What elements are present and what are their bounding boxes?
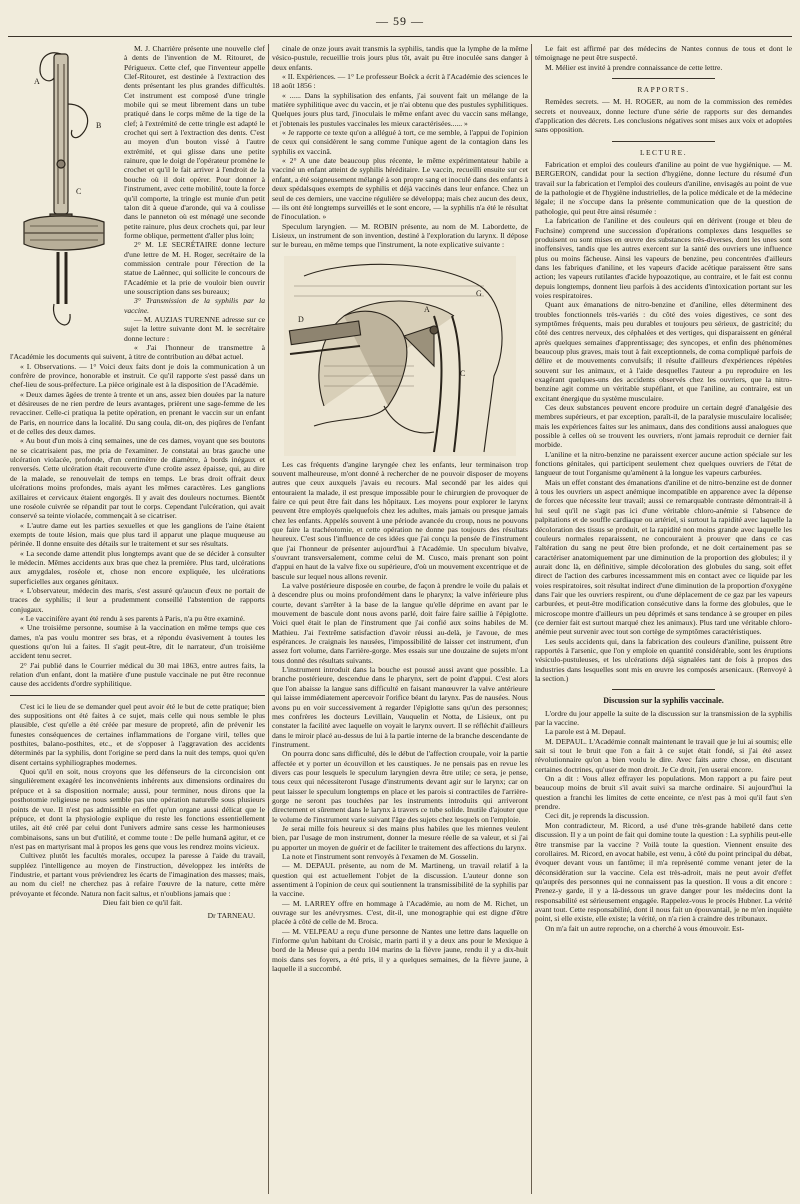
- paragraph: « Au bout d'un mois à cinq semaines, une de ces dames, voyant que ses boutons ne se cicatrisaient pas, me pria de l'examiner. Je constatai au bras gauche une ulcération violacée, profonde, d'un centimètre de diamètre, à bords inégaux et renversés. Cette ulcération était recouverte d'une croûte assez épaisse, qui, au dire de la malade, se renouvelait de temps en temps. Le bras droit offrait deux ulcérations moins profondes, mais ayant les mêmes caractères. Les ganglions axillaires et cervicaux étaient engorgés. Il y avait des douleurs nocturnes. Bientôt une roséole cuivrée se répandit par tout le corps. Cependant l'ulcération, qui avait conservé sa teinte violacée, commençait à se cicatriser.: [10, 436, 265, 521]
- paragraph-italic: 3° Transmission de la syphilis par la vaccine.: [124, 296, 265, 315]
- paragraph: « La seconde dame attendit plus longtemps avant que de se décider à consulter le médecin. Mêmes accidents aux bras que chez la première. Plus tard, ulcérations aux amygdales, roséole et, chose non encore expliquée, les ulcérations superficielles aux organes génitaux.: [10, 548, 265, 586]
- paragraph: « 2° A une date beaucoup plus récente, le même expérimentateur habile a vacciné un enfant atteint de syphilis héréditaire. Le vaccin, recueilli ensuite sur cet enfant, a été soigneusement mélangé à son propre sang et inoculé dans des enfants à deux spédalsques exempts de syphilis et déjà vaccinés dans leur enfance. Chez un seul de ces derniers, une vaccine régulière se développa; mais chez aucun des deux, — ils ont été longtemps surveillés et le sont encore, — la syphilis n'a été le résultat de l'inoculation. »: [272, 156, 528, 222]
- paragraph: « ...... Dans la syphilisation des enfants, j'ai souvent fait un mélange de la matière syphilitique avec du vaccin, et je n'ai obtenu que des pustules syphilitiques. Quelques jours plus tard, j'inoculais le même enfant avec du vaccin sans mélange, et j'obtenais les pustules vaccinales les mieux caractérisées...... »: [272, 90, 528, 128]
- paragraph: « Je rapporte ce texte qu'on a allégué à tort, ce me semble, à l'appui de l'opinion de ceux qui considèrent le sang comme l'unique agent de la contagion dans les syphilis ex vaccinâ.: [272, 128, 528, 156]
- top-rule: [8, 36, 792, 37]
- paragraph: Remèdes secrets. — M. H. ROGER, au nom de la commission des remèdes secrets et nouveaux, donne lecture d'une série de rapports sur des demandes d'application des décrets. Les conclusions négatives sont mises aux voix et adoptées sans opposition.: [535, 97, 792, 135]
- dental-key-illustration: [10, 44, 118, 344]
- section-rule: [612, 689, 715, 690]
- paragraph: — M. AUZIAS TURENNE adresse sur ce sujet la lettre suivante dont M. le secrétaire donne lecture :: [124, 314, 265, 343]
- paragraph: La parole est à M. Depaul.: [545, 727, 626, 737]
- paragraph: C'est ici le lieu de se demander quel peut avoir été le but de cette pratique; bien des suppositions ont été faites à ce sujet, mais celle qui nous semble le plus plausible, c'est qu'elle a été créée par mesure de propreté, afin de prévenir les funestes conséquences de certaines inflammations de l'organe viril, telles que posthites, balano-posthites, etc., et de s'opposer à l'aggravation des accidents déterminés par la syphilis, dont l'origine se perd dans la nuit des temps, quoi qu'en disent certains syphiliographes modernes.: [10, 701, 265, 767]
- page-number: — 59 —: [376, 14, 424, 28]
- paragraph: « Une troisième personne, soumise à la vaccination en même temps que ces dames, n'a pas voulu montrer ses bras, et a répondu évasivement à toutes les questions qu'on lui a faites. Il s'agit peut-être, dit le narrateur, d'un troisième accident tenu secret.: [10, 623, 265, 661]
- paragraph: Ceci dit, je reprends la discussion.: [545, 811, 649, 821]
- section-rule: [612, 141, 715, 142]
- paragraph: Quoi qu'il en soit, nous croyons que les défenseurs de la circoncision ont singulièrement exagéré les inconvénients inhérents aux dimensions ordinaires du prépuce et à sa disposition normale; aussi, pour terminer, nous dirons que la posthotomie religieuse ne nous semble pas une opération naturelle sous plusieurs points de vue. Il n'est pas admissible en effet qu'un organe aussi délicat que le prépuce, et dont la physiologie explique du reste les fonctions essentiellement utiles, ait été créé par celui dont l'univers admire sans cesse les harmonieuses combinaisons, sans un but d'utilité, et comme toute : De pelle humanâ agitur, et ce n'est pas en martyrisant mal à propos les gens que vous les rendrez moins vicieux.: [10, 767, 265, 851]
- paragraph: Quant aux émanations de nitro-benzine et d'aniline, elles déterminent des troubles fonctionnels très-variés : du côté des voies digestives, ce sont des symptômes fréquents, mais peu durables et toujours peu sérieux, de gastricité; du côté des centres nerveux, des céphalées et des vertiges, qui disparaissent en général après quelques semaines d'apprentissage; des syncopes, et enfin des phénomènes beaucoup plus graves, mais tout à fait exceptionnels, de coma compliqué parfois de délire et de mouvements convulsifs; il résulte d'ailleurs d'expériences répétées souvent sur les animaux, et à l'aide desquelles l'auteur a pu reproduire en les exagérant quelques-uns des accidents observés chez les ouvriers, que la nitro-benzine agit comme un véritable stupéfiant, et que l'aniline, au contraire, est un excitant énergique du système musculaire.: [535, 300, 792, 403]
- svg-text:B: B: [96, 121, 102, 130]
- paragraph: On a dit : Vous allez effrayer les populations. Mon rapport a pu faire peut beaucoup moins de bruit s'il avait suivi sa marche ordinaire. Si aujourd'hui la question a franchi les limites de cette enceinte, ce n'est pas à moi qu'il faut s'en prendre.: [535, 774, 792, 812]
- paragraph: M. J. Charrière présente une nouvelle clef à dents de l'invention de M. Ritouret, de Périgueux. Cette clef, que l'inventeur appelle Clef-Ritouret, est destinée à l'extraction des dents présentant les plus grandes difficultés. Cet instrument est composé d'une tringle mobile qui se meut librement dans un tube pratiqué dans le corps même de la tige de la clef; à l'extrémité de cette tringle est adapté le crochet qui sert à l'extraction des dents. C'est au moyen d'un bouton vissé à l'autre extrémité, et qui glisse dans une petite rainure, que le doigt de l'opérateur promène le crochet et qu'il le fait arriver à l'endroit de la bouche où il doit opérer. Pour donner à l'instrument, avec cette mobilité, toute la force qu'il comporte, la tringle est munie d'un petit talon dit à queue d'aronde, qui va à coulisse dans le panneton où est ménagé une seconde petite rainure, plus deux crochets qui, par leur forme oblique, permettent d'aller plus loin;: [124, 44, 265, 240]
- svg-text:A: A: [424, 304, 430, 314]
- svg-text:D: D: [298, 314, 304, 324]
- paragraph: « I. Observations. — 1° Voici deux faits dont je dois la communication à un confrère de province, honorable et instruit. Ce qu'il rapporte s'est passé dans un chef-lieu de sous-préfecture. La pièce originale est à la disposition de l'Académie.: [10, 361, 265, 390]
- column-divider: [268, 44, 269, 1194]
- laryngeal-speculum-illustration: [284, 256, 516, 456]
- paragraph: La fabrication de l'aniline et des couleurs qui en dérivent (rouge et bleu de Fuchsine) comprend une succession d'opérations complexes dans lesquelles se produisent ou sont mises en œuvre des substances très-diverses, dont les unes sont inoffensives, tandis que les autres exercent sur la santé des ouvriers une influence plus ou moins fâcheuse. Ainsi les vapeurs de benzine, peu concentrées d'ailleurs dans les fabriques d'aniline, et les vapeurs d'acide acétique paraissent être sans action; les vapeurs rutilantes d'acide hypoazotique, au contraire, et le fait est connu depuis longtemps, donnent lieu parfois à des accidents d'intoxication portant sur les voies respiratoires.: [535, 216, 792, 300]
- section-heading: Discussion sur la syphilis vaccinale.: [603, 696, 724, 706]
- paragraph: Mon contradicteur, M. Ricord, a usé d'une très-grande habileté dans cette discussion. Il y a un point de fait qui domine toute la question : La syphilis peut-elle être transmise par la vaccine ? Voilà toute la question. Viennent ensuite des corollaires. M. Ricord, en avocat habile, est venu, à côté du point principal du débat, évoquer devant vous un fantôme; il m'a représenté comme venant jeter de la déconsidération sur la vaccine. Cela est très-adroit, mais ne peut avoir d'effet qu'auprès des personnes qui ne connaissent pas la question. Il vous a dit encore : Prenez-y garde, il y a là-dessous un grave danger pour les médecins dont la responsabilité est sérieusement engagée. Rappelez-vous le procès Hubner. La vérité avant tout. Cette responsabilité, dont il nous fait un épouvantail, je ne m'en inquiète point, si elle existe, elle existe; la vérité, on n'a rien à craindre des tribunaux.: [535, 820, 792, 924]
- paragraph: 2° M. LE SECRÉTAIRE donne lecture d'une lettre de M. H. Roger, secrétaire de la commission centrale pour l'érection de la statue de Laënnec, qui sollicite le concours de l'Académie et la prie de vouloir bien ouvrir une souscription dans ses bureaux;: [124, 240, 265, 296]
- svg-text:C: C: [76, 187, 82, 196]
- paragraph: Fabrication et emploi des couleurs d'aniline au point de vue hygiénique. — M. BERGERON, candidat pour la section d'hygiène, donne lecture du résumé d'un travail sur la fabrication et l'emploi des couleurs d'aniline, envisagés au point de vue de la pathologie et de l'hygiène industrielles, de la police médicale et de la médecine légale; il ne s'occupe dans la présente communication que de la question de pathologie, qui peut être ainsi résumée :: [535, 160, 792, 216]
- paragraph: Les seuls accidents qui, dans la fabrication des couleurs d'aniline, puissent être rapportés à l'arsenic, que l'on y emploie en quantité considérable, sont les éruptions vésiculo-pustuleuses, et les ulcérations déjà signalées tant de fois à propos des industries dans lesquelles sont mis en œuvre les composés arsenicaux. (Renvoyé à la section.): [535, 636, 792, 683]
- svg-text:G: G: [476, 288, 482, 298]
- paragraph: 2° J'ai publié dans le Courrier médical du 30 mai 1863, entre autres faits, la relation d'un enfant, dont la matière d'une pustule vaccinale ne put être reconnue cause des accidents d'ordre syphilitique.: [10, 660, 265, 689]
- paragraph: L'ordre du jour appelle la suite de la discussion sur la transmission de la syphilis par la vaccine.: [535, 708, 792, 728]
- author-signature: Dr TARNEAU.: [207, 911, 255, 921]
- section-heading: RAPPORTS.: [637, 85, 690, 95]
- paragraph: « Le vaccinifère ayant été rendu à ses parents à Paris, n'a pu être examiné.: [20, 613, 245, 623]
- paragraph: — M. DEPAUL présente, au nom de M. Martineng, un travail relatif à la question qui est actuellement l'objet de la discussion. L'auteur donne son assentiment à l'opinion de ceux qui soutiennent la transmissibilité de la syphilis par la vaccine.: [272, 861, 528, 899]
- paragraph: L'instrument introduit dans la bouche est poussé aussi avant que possible. La branche postérieure, descendue dans le pharynx, sert de point d'appui. C'est alors que l'on abaisse la langue sans difficulté en faisant manœuvrer la valve antérieure qui laisse immédiatement apercevoir l'orifice béant du larynx. Pas de nausées. Nous avons pu en voir successivement à regarder l'épiglotte sans qu'un des personnes; mes confrères les docteurs Levillain, Vauquelin et Notta, de Lisieux, ont pu constater la facilité avec laquelle on voyait le larynx ouvert. Il se réfléchit d'ailleurs dans le miroir placé au-dessus de lui à la partie interne de la branche descendante de l'instrument.: [272, 665, 528, 749]
- paragraph: Mais un effet constant des émanations d'aniline et de nitro-benzine est de donner à tous les ouvriers un aspect anémique incompatible en apparence avec la dépense de forces que nécessite leur travail; aussi ce remarquable contraste démontrait-il à lui seul qu'il ne s'agit pas ici d'une véritable chloro-anémie si l'absence de palpitations et de souffle cardiaque ou artériel, si surtout la rapidité avec laquelle la décoloration des tissus se produit, et la rapidité non moins grande avec laquelle les couleurs normales reparaissent, ne concouraient à prouver que dans ce cas l'altération du sang ne peut être bien profonde, et ne doit certainement pas se caractériser anatomiquement par une diminution de la proportion des globules; il y aurait donc là, en définitive, simple décoloration des globules du sang, soit effet direct de l'action des carbures incessamment mis en contact avec ce liquide par les voies respiratoires, soit résultat indirect d'une diminution de la proportion d'oxygène dans l'air que les ouvriers respirent, ou d'une déplacement de ce gaz par les vapeurs carburées, et peut-être modification consécutive dans la forme des globules, que le microscope montre d'ailleurs un peu déprimés et sans tendance à se grouper en piles (ce dernier fait est surtout marqué chez les animaux). Plus tard une véritable chloro-anémie peut survenir avec tout son cortège de symptômes caractéristiques.: [535, 477, 792, 637]
- paragraph: « II. Expériences. — 1° Le professeur Boëck a écrit à l'Académie des sciences le 18 août 1856 :: [272, 72, 528, 91]
- section-heading: LECTURE.: [639, 147, 688, 157]
- paragraph: Les cas fréquents d'angine laryngée chez les enfants, leur terminaison trop souvent malheureuse, m'ont donné à rechercher de ne pouvoir disposer de moyens autres que ceux auxquels j'avais eu recours. Mal secondé par les aides qui entouraient la malade, il est presque impossible pour le chirurgien de provoquer de faire ce qui peut être fait dans les hôpitaux. Les moyens pour explorer le larynx peuvent être employés quelquefois chez les adultes, mais jamais ou presque jamais chez les enfants. Appelés souvent à une période avancée du croup, nous ne pouvons que faire la trachéotomie, et cette opération ne donne pas toujours des résultats heureux. C'est sous l'influence de ces idées que j'ai conçu la pensée de l'instrument que j'ai l'honneur de présenter aujourd'hui à l'Académie. Un speculum bivalve, s'ouvrant transversalement, comme celui de M. Cusco, mais prenant son point d'appui en haut de la valve fixe ou supérieure, d'où un mouvement excentrique et de bascule sur lequel nous allons revenir.: [272, 459, 528, 581]
- paragraph: Speculum laryngien. — M. ROBIN présente, au nom de M. Labordette, de Lisieux, un instrument de son invention, destiné à l'exploration du larynx. Il dépose sur le bureau, en même temps que l'instrument, la note explicative suivante :: [272, 221, 528, 250]
- paragraph: On pourra donc sans difficulté, dès le début de l'affection croupale, voir la partie affectée et y porter un écouvillon et les caustiques. Je ne pensais pas en revue les divers cas pour lesquels le speculum laryngien devra être utile; ce sera, je pense, tous ceux qui nécessiteront l'usage d'instruments devant agir sur le larynx; car on peut laisser le speculum longtemps en place et les parois si contractiles de l'arrière-gorge ne seront pas touchées par les instruments introduits qui arriveront directement et sûrement dans le larynx à travers ce tube solide. Inutile d'ajouter que le volume de l'instrument varie suivant l'âge des sujets chez lesquels on l'emploie.: [272, 749, 528, 824]
- paragraph: Ces deux substances peuvent encore produire un certain degré d'analgésie des membres supérieurs, et par exception, paraît-il, de la paralysie musculaire localisée; mais les expériences faites sur les animaux, dans des conditions aussi analogues que possible à celles où se trouvent les ouvriers, n'ont jamais reproduit ce dernier fait morbide.: [535, 403, 792, 450]
- paragraph: Cultivez plutôt les facultés morales, occupez la paresse à l'aide du travail, suppléez l'intelligence au moyen de l'instruction, développez les intérêts de l'industrie, et partant vous préviendrez les écarts de l'imagination des masses; mais, au nom du ciel! ne cherchez pas à refaire l'œuvre de la nature, cette mère prévoyante et féconde. Natura non facit saltus, et n'oublions jamais que :: [10, 851, 265, 898]
- paragraph: « L'observateur, médecin des maris, s'est assuré qu'aucun d'eux ne portait de traces de syphilis; il leur a prudemment conseillé l'abstention de rapports conjugaux.: [10, 585, 265, 614]
- paragraph: M. DEPAUL. L'Académie connaît maintenant le travail que je lui ai soumis; elle sait si tout le bruit que l'on a fait à ce sujet était fondé, si j'ai été assez révolutionnaire qu'on a bien voulu le dire. Avec faits autre chose, en discutant certaines doctrines, qu'user de mon droit. Je Ce droit, j'en userai encore.: [535, 736, 792, 774]
- column-3: [535, 44, 792, 1194]
- paragraph: « L'autre dame eut les parties sexuelles et que les ganglions de l'aine étaient exempts de toute lésion, mais que plus tard il apparut une plaque muqueuse au périnée. Il donne ensuite des détails sur le traitement et sur ses résultats.: [10, 520, 265, 549]
- paragraph: Je serai mille fois heureux si des mains plus habiles que les miennes veulent bien, par l'usage de mon instrument, donner la mesure réelle de sa valeur, et si j'ai pu apporter un moyen de guérir et de faciliter le traitement des affections du larynx.: [272, 823, 528, 852]
- column-1: [10, 44, 265, 1194]
- paragraph: La valve postérieure disposée en courbe, de façon à prendre le voile du palais et à descendre plus ou moins profondément dans le pharynx; la valve inférieure plus courte, devant s'arrêter à la base de la langue qu'elle déprime en avant par le mouvement de bascule dont nous avons parlé, doit faire faire saillie à l'épiglotte. Voici quel était le plan de l'instrument que j'ai confié aux soins habiles de M. Mathieu. J'ai l'extrême satisfaction d'avoir réussi au-delà, je l'avoue, de mes espérances. Je craignais les nausées, l'impossibilité de laisser cet instrument, d'un assez fort volume, dans l'arrière-gorge. Mes essais sur une douzaine de sujets m'ont tous donné des résultats suivants.: [272, 581, 528, 665]
- svg-text:A: A: [34, 77, 40, 86]
- paragraph: — M. VELPEAU a reçu d'une personne de Nantes une lettre dans laquelle on l'informe qu'un habitant du Croisic, marin parti il y a deux ans pour le Mexique à bord de la Meuse qui a perdu 104 marins de la fièvre jaune, rendu il y a dix-huit mois dans ses foyers, a été pris, il y a quelques semaines, de la fièvre jaune, à laquelle il a succombé.: [272, 926, 528, 974]
- paragraph: M. Mélier est invité à prendre connaissance de cette lettre.: [545, 62, 723, 72]
- paragraph: Le fait est affirmé par des médecins de Nantes connus de tous et dont le témoignage ne peut être suspecté.: [535, 44, 792, 63]
- paragraph: On m'a fait un autre reproche, on a cherché à vous émouvoir. Est-: [545, 923, 745, 933]
- paragraph: cinale de onze jours avait transmis la syphilis, tandis que la lymphe de la même vésico-pustule, recueillie trois jours plus tôt, avait pu être inoculée sans danger à deux enfants.: [272, 44, 528, 72]
- paragraph: « J'ai l'honneur de transmettre à l'Académie les documents qui suivent, à titre de contribution au débat actuel.: [10, 343, 265, 362]
- paragraph: L'aniline et la nitro-benzine ne paraissent exercer aucune action spéciale sur les fonctions génitales, qui participent seulement chez quelques ouvriers de l'état de langueur de tout l'organisme qu'amènent à la longue les vapeurs carburées.: [535, 449, 792, 478]
- paragraph: — M. LARREY offre en hommage à l'Académie, au nom de M. Richet, un ouvrage sur les anévrysmes. C'est, dit-il, une monographie qui est digne d'être placée à côté de celle de M. Broca.: [272, 898, 528, 927]
- paragraph: La note et l'instrument sont renvoyés à l'examen de M. Gosselin.: [282, 852, 479, 861]
- section-rule: [10, 695, 265, 696]
- column-divider: [531, 44, 532, 1194]
- section-rule: [612, 78, 715, 79]
- paragraph: « Deux dames âgées de trente à trente et un ans, assez bien douées par la nature et désireuses de ne rien perdre de leurs avantages, prièrent une sage-femme de les revacciner. Celle-ci pratiqua la petite opération, en prenant le vaccin sur un enfant de Paris, en nourrice dans la localité. Du sang coula, dit-on, des piqûres de l'enfant et de celles des deux dames.: [10, 389, 265, 437]
- quotation-line: Dieu fait bien ce qu'il fait.: [102, 897, 183, 907]
- column-2: [272, 44, 528, 1194]
- svg-text:C: C: [460, 368, 466, 378]
